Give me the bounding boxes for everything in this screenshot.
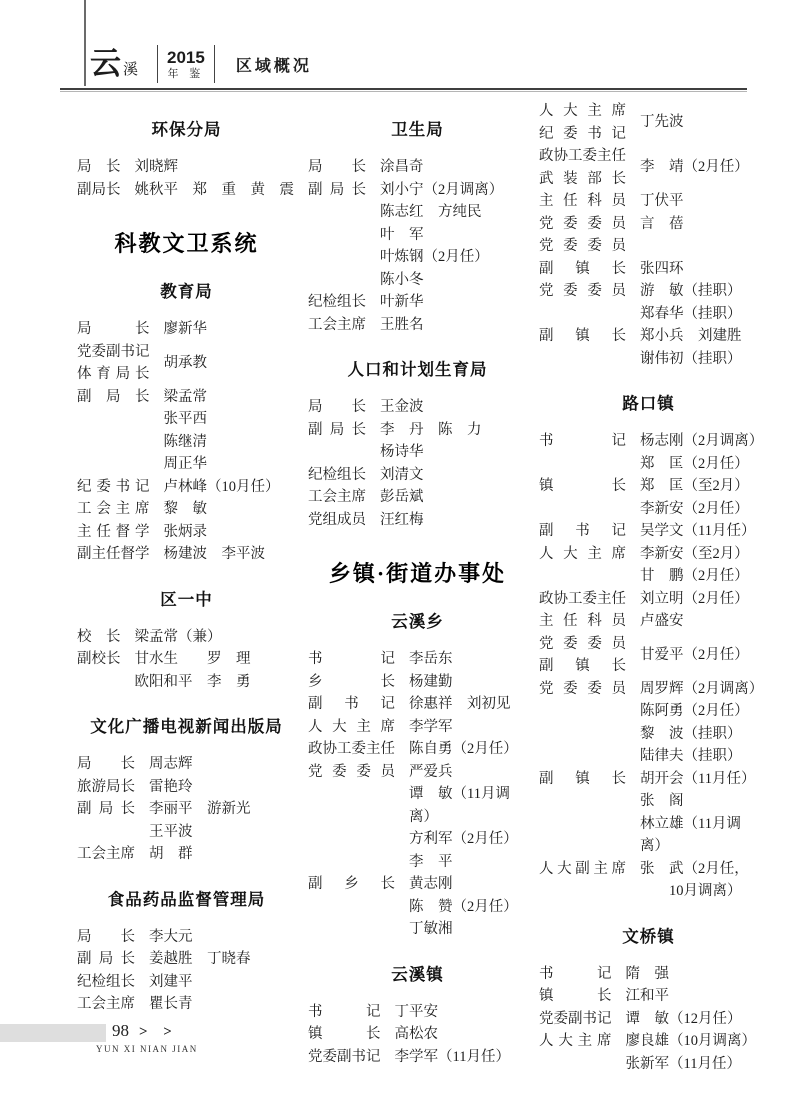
directory-row xyxy=(539,610,758,633)
person-name: 刘清文 xyxy=(380,466,424,483)
role-label: 人大主席 xyxy=(308,718,395,735)
person-name: 丁平安 xyxy=(394,1003,438,1020)
directory-row xyxy=(539,565,758,588)
directory-row xyxy=(539,813,758,858)
org-roster xyxy=(77,156,296,201)
person-name: 王金波 xyxy=(380,399,424,415)
directory-row xyxy=(77,341,296,386)
role-label: 人大主席 xyxy=(539,545,626,562)
role-label: 党委委员 xyxy=(539,283,626,299)
section-title: 科教文卫系统 xyxy=(114,231,259,256)
directory-row xyxy=(308,828,527,851)
directory-row xyxy=(308,486,527,509)
directory-row xyxy=(77,821,296,844)
directory-row xyxy=(539,100,758,145)
person-name: 郑 匡（至2月） xyxy=(640,478,749,494)
person-name: 江和平 xyxy=(625,988,669,1004)
directory-row xyxy=(539,190,758,213)
role-label: 主任科员 xyxy=(539,613,626,629)
directory-row xyxy=(308,896,527,919)
person-name: 瞿长青 xyxy=(149,996,193,1012)
org-roster xyxy=(308,1001,527,1069)
directory-row xyxy=(77,626,296,649)
directory-row xyxy=(539,768,758,791)
person-name: 杨诗华 xyxy=(380,444,424,460)
directory-row xyxy=(77,843,296,866)
directory-row xyxy=(539,858,758,881)
person-name: 谭 敏（11月调离） xyxy=(409,786,510,825)
person-name: 李大元 xyxy=(149,928,193,945)
directory-row xyxy=(77,543,296,566)
person-name: 王平波 xyxy=(149,823,193,840)
person-name: 李 靖（2月任） xyxy=(640,159,749,176)
directory-row xyxy=(539,303,758,326)
directory-row xyxy=(77,431,296,454)
role-label: 书记 xyxy=(308,651,395,667)
person-name: 陈 赞（2月任） xyxy=(409,898,518,915)
directory-row xyxy=(539,213,758,236)
role-label: 副镇长 xyxy=(539,658,626,674)
directory-row xyxy=(308,396,527,419)
role-label: 党委委员 xyxy=(539,635,626,652)
org-title: 云溪乡 xyxy=(391,613,444,631)
role-label: 纪委书记 xyxy=(539,125,626,142)
person-name: 卢林峰（10月任） xyxy=(163,478,280,495)
role-label: 人大主席 xyxy=(539,103,626,119)
role-label: 乡长 xyxy=(308,673,395,690)
masthead-divider xyxy=(157,45,158,83)
person-name: 张炳录 xyxy=(163,523,207,540)
person-name: 杨建波 李平波 xyxy=(163,546,265,562)
directory-row xyxy=(308,783,527,828)
person-name: 刘建平 xyxy=(149,973,193,990)
year-label: 年 鉴 xyxy=(167,67,205,80)
role-label-stack xyxy=(539,145,626,190)
directory-row xyxy=(308,291,527,314)
person-name: 黎 敏 xyxy=(163,501,207,517)
directory-row xyxy=(308,693,527,716)
page-number: 98 xyxy=(112,1021,129,1040)
role-label: 副局长 xyxy=(77,388,150,405)
directory-row xyxy=(539,453,758,476)
directory-row xyxy=(308,1001,527,1024)
person-name: 游 敏（挂职） xyxy=(640,283,742,299)
person-name: 张新军（11月任） xyxy=(625,1055,741,1072)
directory-row xyxy=(308,648,527,671)
person-name: 周正华 xyxy=(163,456,207,472)
person-name: 陈志红 方纯民 xyxy=(380,204,482,220)
person-name: 叶新华 xyxy=(380,294,424,310)
person-name: 谢伟初（挂职） xyxy=(640,350,742,367)
directory-row xyxy=(77,386,296,409)
role-label: 党委副书记 xyxy=(77,343,150,360)
directory-row xyxy=(308,246,527,269)
directory-row xyxy=(539,1053,758,1076)
person-name: 梁孟常 xyxy=(163,388,207,405)
org-title: 环保分局 xyxy=(151,121,222,139)
role-label: 党组成员 xyxy=(308,511,366,528)
org-roster xyxy=(539,100,758,370)
person-name: 张 阁 xyxy=(640,793,684,809)
person-name: 卢盛安 xyxy=(640,613,684,629)
directory-row xyxy=(308,851,527,874)
org-roster xyxy=(77,926,296,1016)
person-name: 梁孟常（兼） xyxy=(134,628,222,645)
org-roster xyxy=(308,156,527,336)
directory-row xyxy=(77,156,296,179)
role-label: 书记 xyxy=(539,965,612,982)
person-name: 丁先波 xyxy=(640,114,684,131)
role-label: 局长 xyxy=(308,399,366,415)
directory-row xyxy=(308,873,527,896)
org-title: 云溪镇 xyxy=(391,965,444,984)
role-label: 党委委员 xyxy=(539,238,626,254)
directory-row xyxy=(77,776,296,799)
role-label: 副乡长 xyxy=(308,876,395,892)
directory-row xyxy=(77,798,296,821)
role-label: 书记 xyxy=(539,433,626,449)
person-name: 甘 鹏（2月任） xyxy=(640,568,749,584)
role-label: 镇长 xyxy=(308,1026,381,1042)
org-title: 食品药品监督管理局 xyxy=(107,890,266,909)
org-title: 文桥镇 xyxy=(622,927,675,946)
section-title: 乡镇·街道办事处 xyxy=(328,561,507,586)
directory-row xyxy=(308,671,527,694)
chapter-title: 区域概况 xyxy=(235,57,312,75)
person-name: 郑小兵 刘建胜 xyxy=(640,328,742,344)
directory-row xyxy=(308,464,527,487)
role-label: 党委副书记 xyxy=(308,1048,381,1065)
person-name: 郑 匡（2月任） xyxy=(640,455,749,472)
person-name: 10月调离） xyxy=(640,883,742,899)
person-name: 张四环 xyxy=(640,260,684,277)
role-label: 副书记 xyxy=(308,696,395,712)
directory-row xyxy=(77,318,296,341)
role-label: 政协工委主任 xyxy=(539,590,626,607)
directory-row xyxy=(308,738,527,761)
directory-row xyxy=(539,723,758,746)
directory-row xyxy=(77,453,296,476)
role-label: 主任科员 xyxy=(539,193,626,209)
role-label: 工会主席 xyxy=(77,996,135,1012)
role-label: 纪委书记 xyxy=(77,478,150,495)
person-name: 甘爱平（2月任） xyxy=(640,646,749,663)
role-label: 党委委员 xyxy=(308,763,395,780)
role-label: 人大副主席 xyxy=(539,860,626,877)
role-label: 副局长 xyxy=(308,421,366,438)
org-roster xyxy=(77,318,296,566)
person-name: 姜越胜 丁晓春 xyxy=(149,951,251,967)
directory-row xyxy=(539,348,758,371)
person-name: 郑春华（挂职） xyxy=(640,305,742,322)
person-name: 周志辉 xyxy=(149,756,193,772)
directory-row xyxy=(539,498,758,521)
directory-row xyxy=(77,648,296,671)
role-label: 书记 xyxy=(308,1003,381,1020)
person-name: 言 蓓 xyxy=(640,215,684,232)
directory-row xyxy=(308,156,527,179)
role-label: 体育局长 xyxy=(77,366,150,382)
directory-row xyxy=(77,408,296,431)
directory-row xyxy=(308,1023,527,1046)
directory-row xyxy=(539,145,758,190)
role-label: 局长 xyxy=(77,321,150,337)
role-label: 纪检组长 xyxy=(308,466,366,483)
person-name: 张平西 xyxy=(163,411,207,427)
person-name: 廖新华 xyxy=(163,321,207,337)
directory-row xyxy=(539,543,758,566)
directory-row xyxy=(539,1008,758,1031)
role-label: 副镇长 xyxy=(539,770,626,787)
person-name: 李学军（11月任） xyxy=(394,1048,510,1065)
role-label: 副局长 xyxy=(77,181,121,198)
column-1 xyxy=(77,96,296,1081)
person-name: 黎 波（挂职） xyxy=(640,725,742,742)
directory-row xyxy=(539,745,758,768)
directory-row xyxy=(77,179,296,202)
directory-row xyxy=(77,521,296,544)
role-label: 纪检组长 xyxy=(308,294,366,310)
role-label: 副镇长 xyxy=(539,260,626,277)
person-name: 刘立明（2月任） xyxy=(640,590,749,607)
directory-row xyxy=(539,678,764,701)
org-title: 教育局 xyxy=(160,283,213,301)
role-label: 副主任督学 xyxy=(77,546,150,562)
person-name: 胡开会（11月任） xyxy=(640,770,756,787)
person-name: 黄志刚 xyxy=(409,876,453,892)
footer-gray-bar xyxy=(0,1024,106,1042)
footer-pagination xyxy=(112,1021,178,1041)
directory-row xyxy=(539,475,758,498)
person-name: 周罗辉（2月调离） xyxy=(640,680,764,697)
role-label: 主任督学 xyxy=(77,523,150,540)
person-name: 林立雄（11月调离） xyxy=(640,815,741,854)
org-roster xyxy=(77,626,296,694)
role-label: 副局长 xyxy=(77,801,135,817)
directory-row xyxy=(308,179,527,202)
directory-row xyxy=(539,325,758,348)
person-name: 张 武（2月任， xyxy=(640,860,749,877)
directory-row xyxy=(539,520,758,543)
person-name: 吴学文（11月任） xyxy=(640,523,756,539)
directory-row xyxy=(77,971,296,994)
person-name: 高松农 xyxy=(394,1026,438,1042)
person-name: 廖良雄（10月调离） xyxy=(625,1033,756,1049)
page-top-divider-line xyxy=(84,0,86,86)
directory-row xyxy=(77,671,296,694)
directory-row xyxy=(308,1046,527,1069)
year-block xyxy=(167,48,205,81)
person-name: 姚秋平 郑 重 黄 震 xyxy=(134,181,294,198)
person-name: 叶炼钢（2月任） xyxy=(380,249,489,265)
person-name: 李岳东 xyxy=(409,651,453,667)
role-label: 副书记 xyxy=(539,523,626,539)
role-label: 镇长 xyxy=(539,988,612,1004)
person-name: 刘小宁（2月调离） xyxy=(380,181,504,198)
directory-row xyxy=(539,985,758,1008)
role-label: 人大主席 xyxy=(539,1033,612,1049)
yearbook-logo xyxy=(90,46,139,81)
person-name: 李 丹 陈 力 xyxy=(380,421,482,438)
person-name: 李学军 xyxy=(409,718,453,735)
person-name: 陈继清 xyxy=(163,433,207,450)
directory-row xyxy=(539,700,758,723)
directory-row xyxy=(308,441,527,464)
role-label: 副校长 xyxy=(77,651,121,667)
person-name: 胡承教 xyxy=(163,354,207,371)
person-name: 汪红梅 xyxy=(380,511,424,528)
person-name: 隋 强 xyxy=(625,965,669,982)
role-label: 副镇长 xyxy=(539,328,626,344)
role-label: 局长 xyxy=(77,928,135,945)
person-name: 杨建勤 xyxy=(409,673,453,690)
role-label: 政协工委主任 xyxy=(308,741,395,757)
directory-row xyxy=(308,201,527,224)
directory-row xyxy=(539,258,758,281)
directory-row xyxy=(539,790,758,813)
person-name: 陆律夫（挂职） xyxy=(640,748,742,764)
directory-row xyxy=(539,880,758,903)
logo-char-large: 云 xyxy=(90,46,121,81)
person-name: 李丽平 游新光 xyxy=(149,801,251,817)
role-label: 镇长 xyxy=(539,478,626,494)
person-name: 李新安（至2月） xyxy=(640,545,749,562)
directory-row xyxy=(77,926,296,949)
directory-row xyxy=(539,280,758,303)
directory-row xyxy=(539,235,758,258)
person-name: 陈阿勇（2月任） xyxy=(640,703,749,719)
person-name: 李新安（2月任） xyxy=(640,500,749,517)
directory-row xyxy=(308,224,527,247)
role-label: 党委委员 xyxy=(539,680,626,697)
role-label: 副局长 xyxy=(308,181,366,198)
person-name: 严爱兵 xyxy=(409,763,453,780)
directory-row xyxy=(308,509,527,532)
org-roster xyxy=(539,963,758,1076)
directory-row xyxy=(539,963,758,986)
directory-row xyxy=(77,753,296,776)
directory-row xyxy=(308,716,527,739)
role-label: 纪检组长 xyxy=(77,973,135,990)
masthead xyxy=(90,42,312,86)
role-label: 局长 xyxy=(308,159,366,175)
person-name: 欧阳和平 李 勇 xyxy=(134,673,251,690)
directory-row xyxy=(308,269,527,292)
role-label: 党委委员 xyxy=(539,215,626,232)
role-label: 工会主席 xyxy=(77,846,135,862)
directory-row xyxy=(77,476,296,499)
org-roster xyxy=(308,396,527,531)
role-label: 校长 xyxy=(77,628,121,645)
year-text: 2015 xyxy=(167,47,205,67)
person-name: 甘水生 罗 理 xyxy=(134,651,251,667)
person-name: 徐惠祥 刘初见 xyxy=(409,696,511,712)
role-label-stack xyxy=(539,633,626,678)
directory-row xyxy=(308,761,527,784)
person-name: 李 平 xyxy=(409,853,453,870)
directory-row xyxy=(77,498,296,521)
role-label: 局长 xyxy=(77,756,135,772)
person-name: 刘晓辉 xyxy=(134,159,178,175)
role-label: 武装部长 xyxy=(539,170,626,187)
org-title: 人口和计划生育局 xyxy=(347,361,488,379)
person-name: 叶 军 xyxy=(380,226,424,243)
directory-row xyxy=(539,430,764,453)
role-label: 政协工委主任 xyxy=(539,148,626,164)
org-title: 区一中 xyxy=(160,590,213,609)
org-title: 路口镇 xyxy=(622,395,675,413)
columns xyxy=(77,96,764,1081)
person-name: 胡 群 xyxy=(149,846,193,862)
header-rule xyxy=(60,88,747,90)
directory-row xyxy=(308,419,527,442)
directory-row xyxy=(77,993,296,1016)
directory-row xyxy=(539,1030,758,1053)
directory-row xyxy=(308,918,527,941)
person-name: 方利军（2月任） xyxy=(409,831,518,847)
person-name: 雷艳玲 xyxy=(149,778,193,795)
directory-row xyxy=(308,314,527,337)
page-arrows: > > xyxy=(139,1024,178,1040)
org-roster xyxy=(539,430,764,903)
person-name: 丁敏湘 xyxy=(409,921,453,937)
person-name: 王胜名 xyxy=(380,316,424,333)
person-name: 涂昌奇 xyxy=(380,159,424,175)
role-label: 工会主席 xyxy=(308,489,366,505)
header-rule-thin xyxy=(60,91,747,92)
masthead-divider xyxy=(214,45,215,83)
role-label: 副局长 xyxy=(77,951,135,967)
org-title: 卫生局 xyxy=(391,121,444,139)
person-name: 杨志刚（2月调离） xyxy=(640,433,764,449)
role-label: 党委副书记 xyxy=(539,1010,612,1027)
column-2 xyxy=(308,96,527,1081)
person-name: 彭岳斌 xyxy=(380,489,424,505)
role-label: 局长 xyxy=(77,159,121,175)
role-label: 旅游局长 xyxy=(77,778,135,795)
role-label-stack xyxy=(539,100,626,145)
org-roster xyxy=(308,648,527,941)
column-3 xyxy=(539,96,764,1081)
person-name: 丁伏平 xyxy=(640,193,684,209)
directory-row xyxy=(539,633,758,678)
org-title: 文化广播电视新闻出版局 xyxy=(90,718,283,736)
role-label: 工会主席 xyxy=(77,501,150,517)
role-label-stack xyxy=(77,341,150,386)
person-name: 谭 敏（12月任） xyxy=(625,1010,742,1027)
logo-char-small: 溪 xyxy=(123,62,139,78)
role-label: 工会主席 xyxy=(308,316,366,333)
yearbook-romanized-title: YUN XI NIAN JIAN xyxy=(96,1044,198,1054)
org-roster xyxy=(77,753,296,866)
person-name: 陈小冬 xyxy=(380,271,424,288)
person-name: 陈自勇（2月任） xyxy=(409,741,518,757)
directory-row xyxy=(77,948,296,971)
directory-row xyxy=(539,588,758,611)
